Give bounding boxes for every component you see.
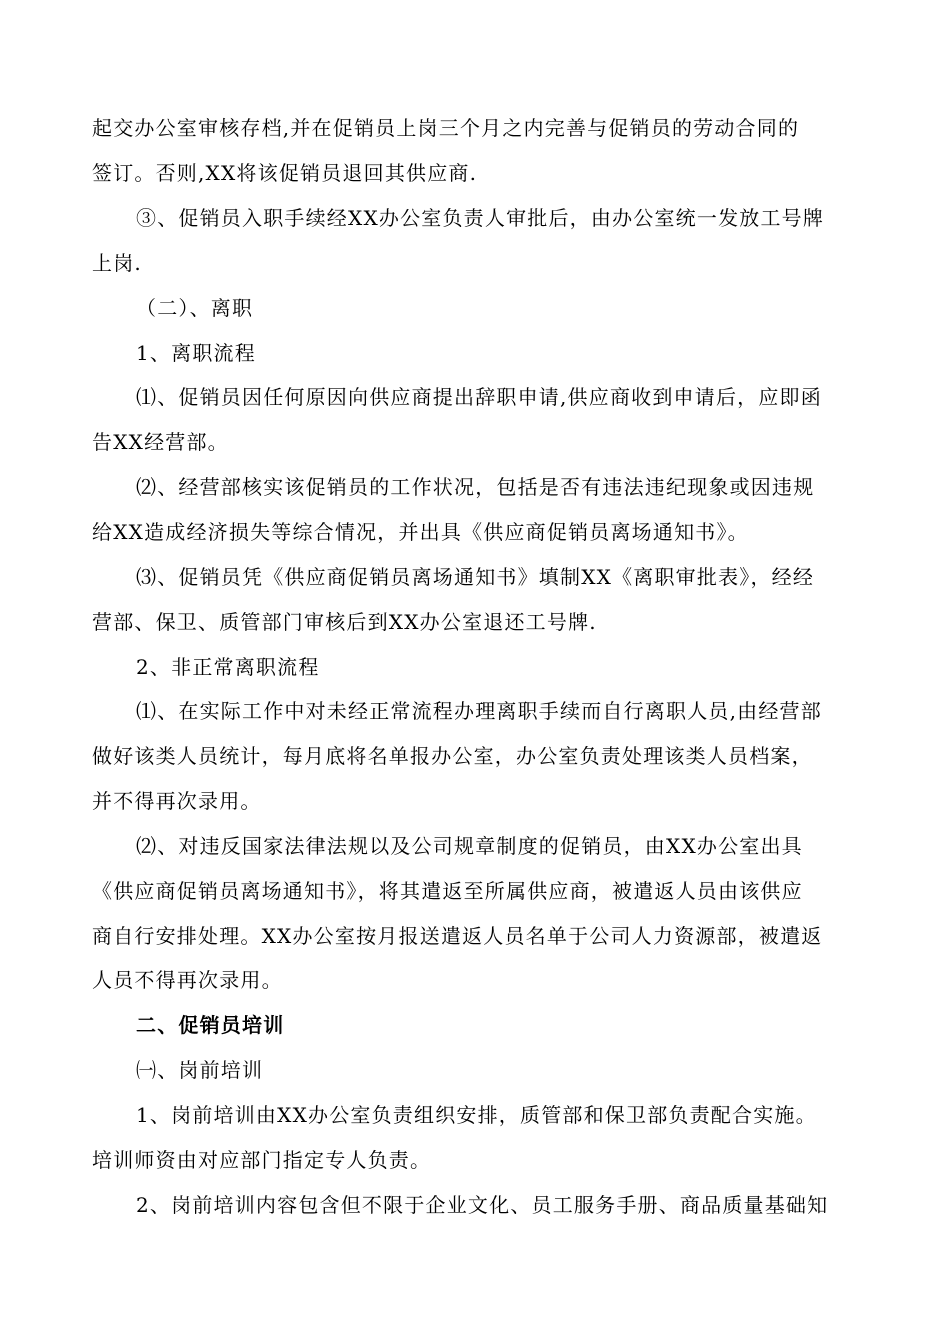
section-heading-training: 二、促销员培训 <box>136 1013 285 1037</box>
paragraph-line-8: 告XX经营部。 <box>92 430 229 454</box>
paragraph-line-23: 1、岗前培训由XX办公室负责组织安排，质管部和保卫部负责配合实施。 <box>136 1103 817 1127</box>
paragraph-line-20: 人员不得再次录用。 <box>92 968 283 992</box>
paragraph-line-24: 培训师资由对应部门指定专人负责。 <box>92 1148 432 1172</box>
paragraph-line-11: ⑶、促销员凭《供应商促销员离场通知书》填制XX《离职审批表》，经经 <box>136 565 815 589</box>
paragraph-line-7: ⑴、促销员因任何原因向供应商提出辞职申请,供应商收到申请后，应即函 <box>136 385 822 409</box>
paragraph-line-3: ③、促销员入职手续经XX办公室负责人审批后，由办公室统一发放工号牌 <box>136 206 825 230</box>
subheading-abnormal-resignation: 2、非正常离职流程 <box>136 655 320 679</box>
paragraph-line-17: ⑵、对违反国家法律法规以及公司规章制度的促销员，由XX办公室出具 <box>136 834 803 858</box>
paragraph-line-9: ⑵、经营部核实该促销员的工作状况，包括是否有违法违纪现象或因违规 <box>136 475 815 499</box>
paragraph-line-14: ⑴、在实际工作中对未经正常流程办理离职手续而自行离职人员,由经营部 <box>136 699 822 723</box>
paragraph-line-12: 营部、保卫、质管部门审核后到XX办公室退还工号牌. <box>92 610 597 634</box>
paragraph-line-18: 《供应商促销员离场通知书》，将其遣返至所属供应商，被遣返人员由该供应 <box>92 879 803 903</box>
subheading-resignation-process: 1、离职流程 <box>136 341 256 365</box>
paragraph-line-1: 起交办公室审核存档,并在促销员上岗三个月之内完善与促销员的劳动合同的 <box>92 116 800 140</box>
paragraph-line-19: 商自行安排处理。XX办公室按月报送遣返人员名单于公司人力资源部，被遣返 <box>92 924 823 948</box>
paragraph-line-25: 2、岗前培训内容包含但不限于企业文化、员工服务手册、商品质量基础知 <box>136 1193 829 1217</box>
subheading-pre-job-training: ㈠、岗前培训 <box>136 1058 264 1082</box>
paragraph-line-15: 做好该类人员统计，每月底将名单报办公室，办公室负责处理该类人员档案， <box>92 744 813 768</box>
section-heading-resignation: （二）、离职 <box>136 296 254 320</box>
paragraph-line-16: 并不得再次录用。 <box>92 789 262 813</box>
paragraph-line-10: 给XX造成经济损失等综合情况，并出具《供应商促销员离场通知书》。 <box>92 520 749 544</box>
paragraph-line-4: 上岗. <box>92 251 142 275</box>
paragraph-line-2: 签订。否则,XX将该促销员退回其供应商. <box>92 161 478 185</box>
